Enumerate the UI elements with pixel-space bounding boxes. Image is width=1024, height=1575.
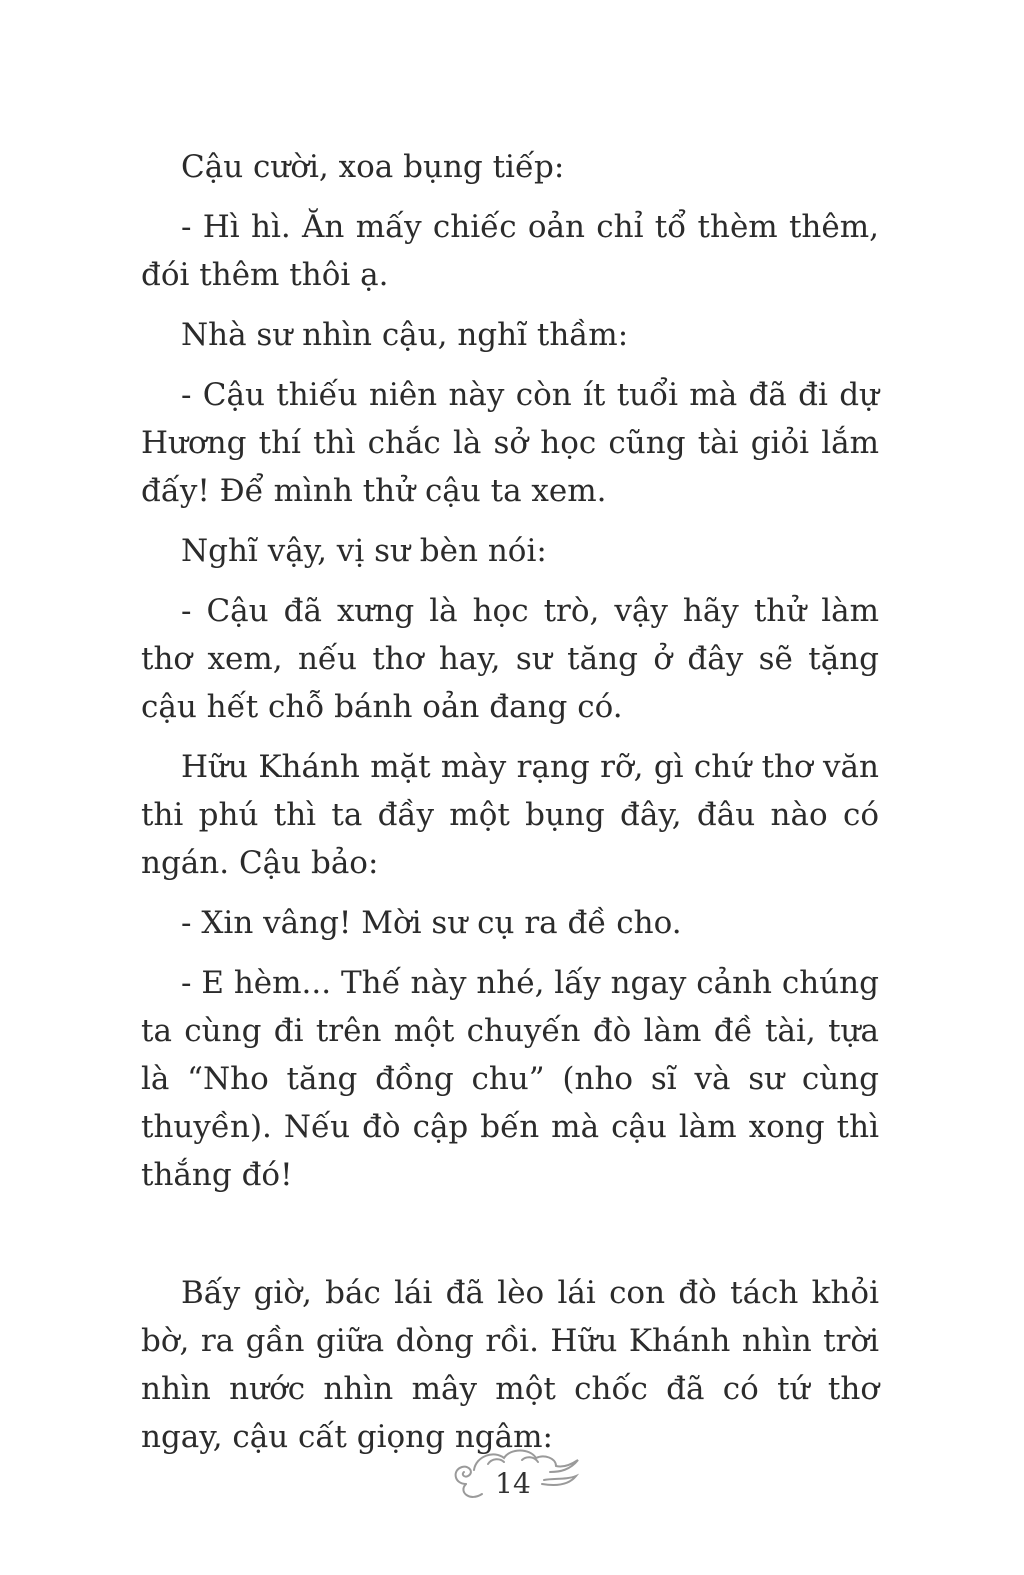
paragraph-6: - Cậu đã xưng là học trò, vậy hãy thử làm thơ xem, nếu thơ hay, sư tăng ở đây sẽ tặng cậu hết chỗ bánh oản đang có. bbox=[141, 593, 879, 725]
section-break bbox=[141, 1211, 879, 1269]
paragraph-3: Nhà sư nhìn cậu, nghĩ thầm: bbox=[181, 317, 629, 353]
paragraph-5: Nghĩ vậy, vị sư bèn nói: bbox=[181, 533, 547, 569]
paragraph-8: - Xin vâng! Mời sư cụ ra đề cho. bbox=[181, 905, 682, 941]
paragraph-7: Hữu Khánh mặt mày rạng rỡ, gì chứ thơ văn thi phú thì ta đầy một bụng đây, đâu nào có ngán. Cậu bảo: bbox=[141, 749, 879, 881]
body-text bbox=[141, 143, 879, 1473]
paragraph-9: - E hèm... Thế này nhé, lấy ngay cảnh chúng ta cùng đi trên một chuyến đò làm đề tài, tựa là “Nho tăng đồng chu” (nho sĩ và sư cùng thuyền). Nếu đò cập bến mà cậu làm xong thì thắng đó! bbox=[141, 965, 879, 1193]
page-number: 14 bbox=[495, 1467, 531, 1500]
paragraph-4: - Cậu thiếu niên này còn ít tuổi mà đã đi dự Hương thí thì chắc là sở học cũng tài giỏi lắm đấy! Để mình thử cậu ta xem. bbox=[141, 377, 879, 509]
page-footer bbox=[444, 1440, 584, 1510]
paragraph-1: Cậu cười, xoa bụng tiếp: bbox=[181, 149, 565, 185]
paragraph-10: Bấy giờ, bác lái đã lèo lái con đò tách khỏi bờ, ra gần giữa dòng rồi. Hữu Khánh nhìn trời nhìn nước nhìn mây một chốc đã có tứ thơ ngay, cậu cất giọng ngâm: bbox=[141, 1275, 879, 1455]
paragraph-2: - Hì hì. Ăn mấy chiếc oản chỉ tổ thèm thêm, đói thêm thôi ạ. bbox=[141, 209, 879, 293]
